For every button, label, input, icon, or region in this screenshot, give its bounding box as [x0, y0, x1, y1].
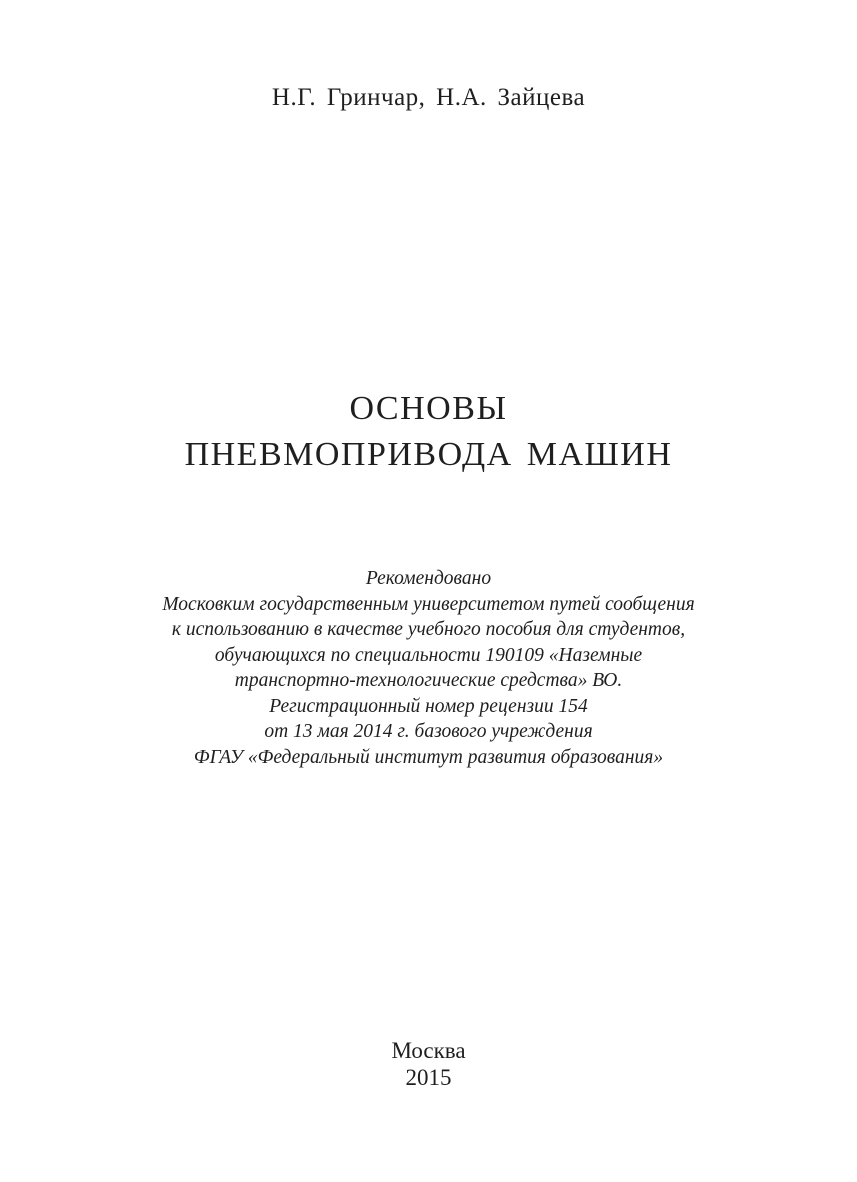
recommendation-line: обучающихся по специальности 190109 «Наземные — [214, 644, 643, 666]
recommendation-block — [0, 566, 857, 770]
recommendation-line: транспортно-технологические средства» ВО. — [234, 670, 623, 691]
book-title-line-2: ПНЕВМОПРИВОДА МАШИН — [184, 436, 673, 473]
imprint — [0, 1037, 857, 1091]
imprint-city: Москва — [391, 1038, 466, 1063]
recommendation-line: Рекомендовано — [365, 568, 492, 589]
imprint-year: 2015 — [405, 1065, 452, 1090]
recommendation-line: Московким государственным университетом путей сообщения — [162, 593, 695, 615]
recommendation-line: от 13 мая 2014 г. базового учреждения — [264, 721, 593, 742]
recommendation-line: к использованию в качестве учебного пособия для студентов, — [171, 619, 686, 640]
recommendation-line: ФГАУ «Федеральный институт развития образования» — [193, 746, 664, 768]
book-title-line-1: ОСНОВЫ — [349, 390, 508, 427]
authors: Н.Г. Гринчар, Н.А. Зайцева — [271, 84, 586, 111]
recommendation-line: Регистрационный номер рецензии 154 — [269, 695, 588, 717]
book-title — [0, 386, 857, 478]
